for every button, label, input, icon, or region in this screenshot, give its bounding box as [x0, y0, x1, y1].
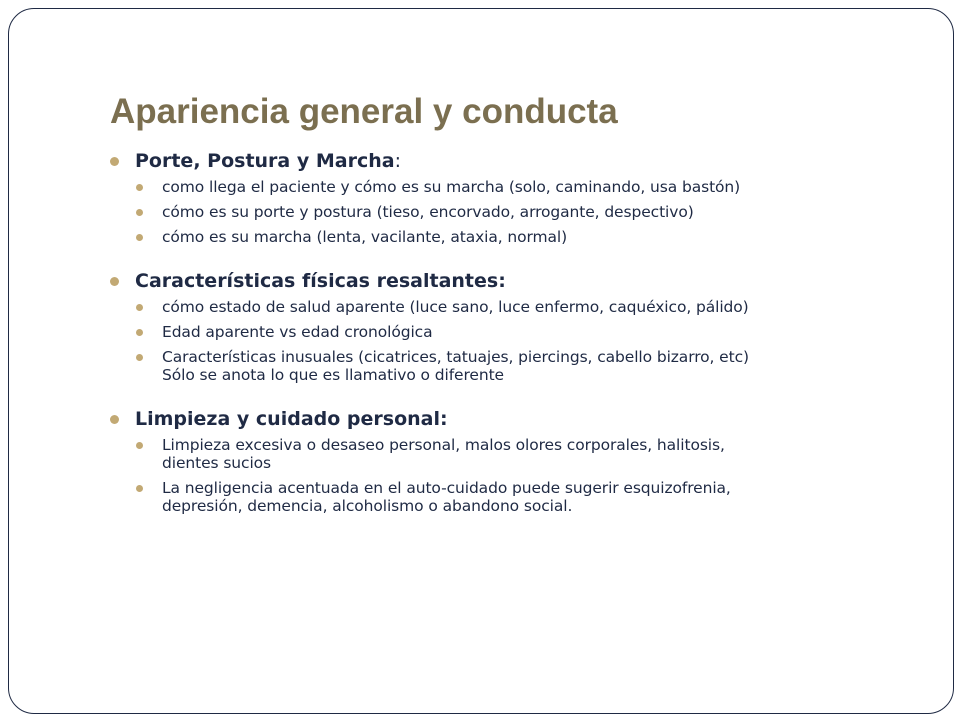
list-item-line: como llega el paciente y cómo es su marcha (solo, caminando, usa bastón) — [162, 178, 741, 196]
section-items — [108, 178, 918, 246]
section-heading-label: Limpieza y cuidado personal: — [135, 408, 448, 430]
list-item-line: La negligencia acentuada en el auto-cuidado puede sugerir esquizofrenia, — [162, 479, 731, 497]
section-heading-suffix: : — [394, 150, 401, 172]
section-limpieza-cuidado — [108, 404, 918, 515]
list-item — [136, 348, 918, 384]
list-item — [136, 178, 918, 196]
section-heading — [108, 146, 918, 176]
slide-title: Apariencia general y conducta — [110, 92, 618, 131]
section-items — [108, 298, 918, 384]
list-item — [136, 479, 918, 515]
section-heading-label: Características físicas resaltantes: — [135, 270, 506, 292]
slide-content — [108, 146, 918, 522]
section-items — [108, 436, 918, 515]
list-item-line: cómo es su marcha (lenta, vacilante, ataxia, normal) — [162, 228, 568, 246]
list-item-line: Características inusuales (cicatrices, tatuajes, piercings, cabello bizarro, etc) — [162, 348, 749, 366]
list-item-line: dientes sucios — [162, 454, 272, 472]
section-porte-postura-marcha — [108, 146, 918, 246]
section-heading — [108, 266, 918, 296]
list-item — [136, 436, 918, 472]
list-item — [136, 203, 918, 221]
section-heading-label: Porte, Postura y Marcha — [135, 150, 395, 172]
list-item-line: cómo estado de salud aparente (luce sano, luce enfermo, caquéxico, pálido) — [162, 298, 749, 316]
section-caracteristicas-fisicas — [108, 266, 918, 384]
list-item — [136, 228, 918, 246]
list-item — [136, 298, 918, 316]
section-heading — [108, 404, 918, 434]
list-item-line: cómo es su porte y postura (tieso, encorvado, arrogante, despectivo) — [162, 203, 694, 221]
list-item-line: Sólo se anota lo que es llamativo o diferente — [162, 366, 504, 384]
list-item-line: Edad aparente vs edad cronológica — [162, 323, 433, 341]
list-item — [136, 323, 918, 341]
list-item-line: depresión, demencia, alcoholismo o abandono social. — [162, 497, 573, 515]
list-item-line: Limpieza excesiva o desaseo personal, malos olores corporales, halitosis, — [162, 436, 725, 454]
